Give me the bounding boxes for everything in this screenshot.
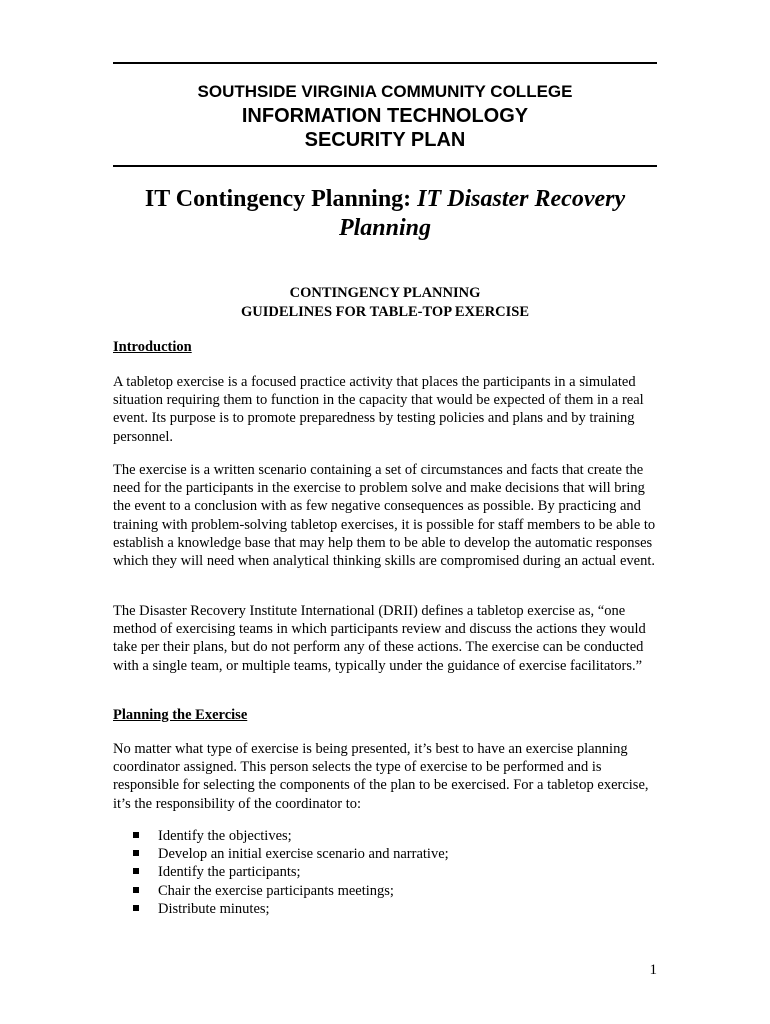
subheading-contingency: CONTINGENCY PLANNING xyxy=(289,285,481,301)
list-item-text: Identify the objectives; xyxy=(158,828,292,844)
bullet-square-icon xyxy=(133,868,139,874)
intro-paragraph-3: The Disaster Recovery Institute International (DRII) defines a tabletop exercise as, “one method of exercising teams in which participants review and discuss the actions they would take per their plans, but do not perform any of these actions. The exercise can be conducted with a single team, or multiple teams, typically under the guidance of exercise facilitators.” xyxy=(113,603,646,674)
bullet-square-icon xyxy=(133,887,139,893)
document-title xyxy=(113,185,657,243)
intro-paragraph-2: The exercise is a written scenario containing a set of circumstances and facts that create the need for the participants in the exercise to problem solve and make decisions that will bring the event to a conclusion with as few negative consequences as possible. By practicing and training with problem-solving tabletop exercises, it is possible for staff members to be able to establish a knowledge base that may help them to be able to develop the automatic responses which they will need when analytical thinking skills are compromised during an actual event. xyxy=(113,462,656,570)
title-italic: IT Disaster Recovery Planning xyxy=(338,186,626,241)
page-number: 1 xyxy=(649,962,657,978)
list-item xyxy=(133,845,449,863)
bullet-square-icon xyxy=(133,905,139,911)
list-item-text: Identify the participants; xyxy=(158,864,301,881)
list-item xyxy=(133,900,449,918)
list-item-text: Chair the exercise participants meetings; xyxy=(158,882,394,899)
introduction-heading: Introduction xyxy=(113,339,192,355)
plan-title: SECURITY PLAN xyxy=(304,129,466,151)
list-item-text: Develop an initial exercise scenario and narrative; xyxy=(158,846,449,863)
planning-paragraph: No matter what type of exercise is being presented, it’s best to have an exercise planning coordinator assigned. This person selects the type of exercise to be performed and is responsible for selecting the components of the plan to be exercised. For a tabletop exercise, it’s the responsibility of the coordinator to: xyxy=(113,741,649,812)
intro-paragraph-1: A tabletop exercise is a focused practice activity that places the participants in a simulated situation requiring them to function in the capacity that would be expected of them in a real event. Its purpose is to promote preparedness by testing policies and plans and by training personnel. xyxy=(113,374,644,445)
department-title: INFORMATION TECHNOLOGY xyxy=(241,105,529,127)
coordinator-responsibilities-list xyxy=(133,827,449,918)
bottom-rule xyxy=(113,165,657,167)
list-item-text: Distribute minutes; xyxy=(158,900,270,917)
college-name: SOUTHSIDE VIRGINIA COMMUNITY COLLEGE xyxy=(197,82,573,101)
bullet-square-icon xyxy=(133,832,139,838)
title-prefix: IT Contingency Planning: xyxy=(144,186,418,212)
top-rule xyxy=(113,62,657,64)
planning-heading: Planning the Exercise xyxy=(113,707,248,723)
list-item xyxy=(133,827,449,845)
list-item xyxy=(133,863,449,881)
list-item xyxy=(133,882,449,900)
bullet-square-icon xyxy=(133,850,139,856)
subheading-guidelines: GUIDELINES FOR TABLE-TOP EXERCISE xyxy=(240,304,530,320)
